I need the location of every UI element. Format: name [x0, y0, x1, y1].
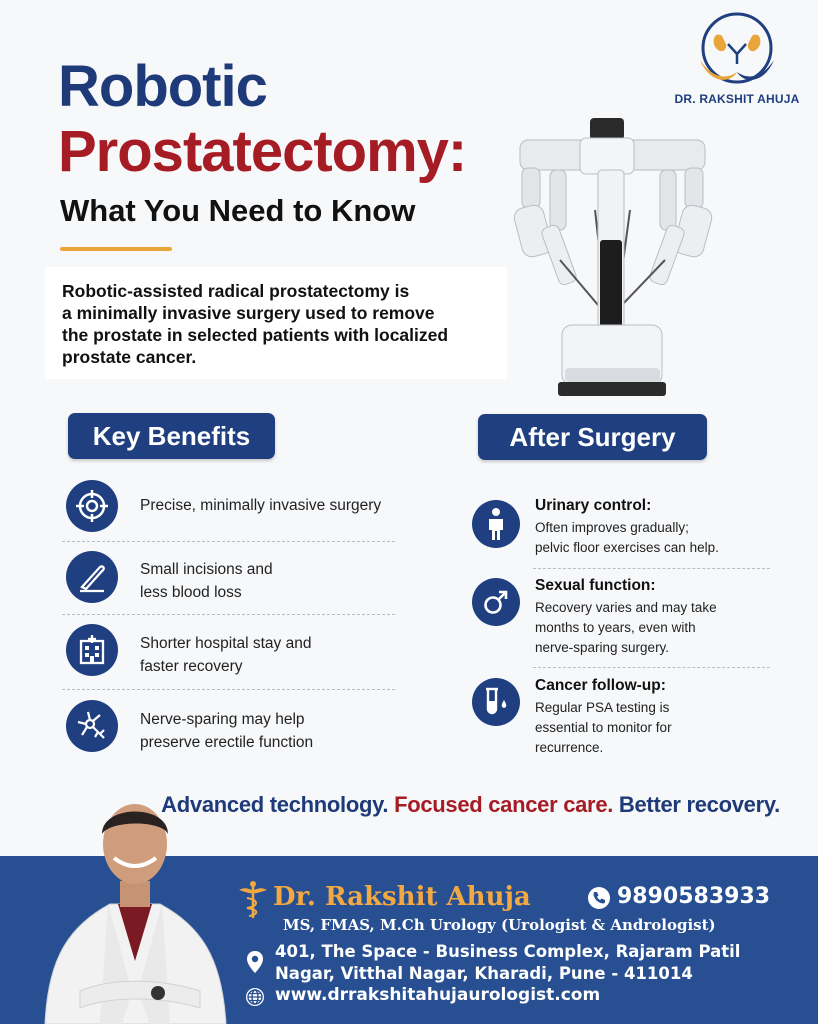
title-line-2: Prostatectomy:	[58, 119, 467, 184]
kidney-hands-logo-icon	[692, 10, 782, 90]
nerve-icon	[66, 700, 118, 752]
test-tube-icon	[472, 678, 520, 726]
brand-logo	[672, 10, 802, 110]
hospital-icon	[66, 624, 118, 676]
after-item	[470, 495, 770, 565]
benefit-text: Small incisions and less blood loss	[140, 561, 273, 601]
key-benefits-heading: Key Benefits	[68, 413, 275, 459]
benefit-item	[62, 624, 395, 680]
phone-icon	[588, 887, 610, 909]
after-item-text: Regular PSA testing is essential to monitor for recurrence.	[535, 700, 672, 755]
doctor-photo	[40, 786, 230, 1024]
after-item-text: Often improves gradually; pelvic floor exercises can help.	[535, 520, 719, 555]
surgical-robot-image	[510, 110, 715, 405]
divider	[533, 667, 770, 668]
benefit-text: Shorter hospital stay and faster recovery	[140, 635, 312, 675]
after-item-title: Sexual function:	[535, 577, 656, 594]
globe-icon	[245, 987, 265, 1007]
address: 401, The Space - Business Complex, Rajaram Patil Nagar, Vitthal Nagar, Kharadi, Pune - 411014	[275, 942, 741, 983]
benefit-text: Nerve-sparing may help preserve erectile function	[140, 711, 314, 751]
website-link[interactable]: www.drrakshitahujaurologist.com	[275, 985, 601, 1005]
tagline-part-2: Focused cancer care.	[394, 792, 614, 817]
person-icon	[472, 500, 520, 548]
caduceus-icon	[236, 880, 270, 920]
tagline-part-1: Advanced technology.	[161, 792, 389, 817]
divider	[62, 689, 395, 690]
divider	[533, 568, 770, 569]
logo-name: DR. RAKSHIT AHUJA	[674, 92, 800, 106]
tagline-part-3: Better recovery.	[618, 792, 780, 817]
target-icon	[66, 480, 118, 532]
divider	[62, 614, 395, 615]
title-underline	[60, 247, 172, 251]
divider	[62, 541, 395, 542]
intro-text: Robotic-assisted radical prostatectomy is a minimally invasive surgery used to remove the prostate in selected patients with localized prostate cancer.	[62, 281, 449, 367]
after-item-title: Urinary control:	[535, 497, 652, 514]
qualifications: MS, FMAS, M.Ch Urology (Urologist & Andrologist)	[283, 916, 716, 934]
after-item	[470, 676, 770, 766]
benefit-item	[62, 480, 395, 536]
benefit-item	[62, 551, 395, 607]
male-symbol-icon	[472, 578, 520, 626]
after-surgery-heading: After Surgery	[478, 414, 707, 460]
subtitle: What You Need to Know	[60, 193, 416, 228]
phone-number[interactable]: 9890583933	[617, 884, 771, 909]
after-item-title: Cancer follow-up:	[535, 677, 666, 694]
scalpel-icon	[66, 551, 118, 603]
after-item-text: Recovery varies and may take months to years, even with nerve-sparing surgery.	[535, 600, 717, 655]
benefit-item	[62, 700, 395, 756]
after-item	[470, 576, 770, 666]
doctor-name: Dr. Rakshit Ahuja	[273, 882, 531, 912]
title-line-1: Robotic	[58, 54, 267, 119]
benefit-text: Precise, minimally invasive surgery	[140, 497, 382, 514]
location-pin-icon	[246, 950, 264, 974]
